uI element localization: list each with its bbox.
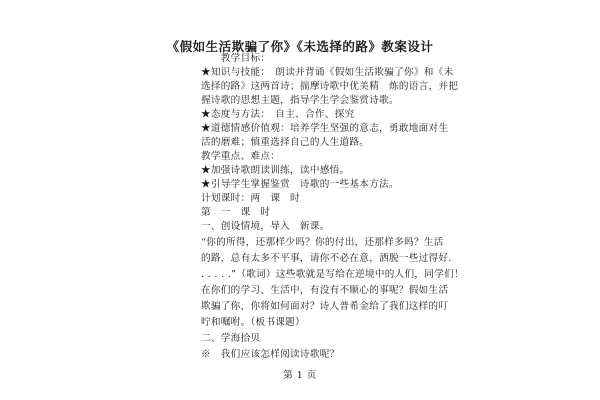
document-title: 《假如生活欺骗了你》《未选择的路》教案设计: [166, 39, 434, 54]
page-number: 第 1 页: [283, 370, 317, 381]
body-line: “你的所得，还那样少吗？你的付出，还那样多吗？生活: [201, 237, 444, 248]
body-line: 在你们的学习、生活中，有没有不顺心的事呢？假如生活: [201, 285, 449, 296]
key-points-heading: 教学重点、难点：: [201, 151, 281, 162]
body-line: ★道德情感价值观：培养学生坚强的意志，勇敢地面对生: [201, 123, 449, 134]
lesson-heading: 第 一 课 时: [201, 207, 271, 218]
body-line: 咛和嘱咐。（板书课题）: [201, 317, 306, 328]
planned-hours: 计划课时：两 课 时: [201, 193, 300, 204]
section-heading: 一、创设情境，导入 新课。: [201, 221, 330, 232]
body-line: 的路，总有太多不平事，请你不必在意，洒脱一些过得好.: [201, 253, 452, 264]
section-heading: 二、学海拾贝: [201, 333, 261, 344]
body-line: ★加强诗歌朗读训练，读中感悟。: [201, 165, 350, 176]
body-line: 欺骗了你，你将如何面对？诗人普希金给了我们这样的叮: [201, 301, 449, 312]
body-line: 选择的路》这两首诗；揣摩诗歌中优美精 炼的语言，并把: [201, 81, 459, 92]
body-line: ★态度与方法： 自主、合作、探究: [201, 109, 355, 120]
body-line: . . . . .”（歌词）这些歌就是写给在逆境中的人们，同学们！: [201, 269, 464, 280]
body-line: 握诗歌的思想主题，指导学生学会鉴赏诗歌。: [201, 95, 399, 106]
objectives-heading: 教学目标：: [201, 53, 271, 64]
body-line: 活的磨难；慎重选择自己的人生道路。: [201, 137, 370, 148]
body-line: ★知识与技能： 朗读并背诵《假如生活欺骗了你》和《未: [201, 67, 454, 78]
body-line: ※ 我们应该怎样阅读诗歌呢？: [201, 349, 340, 360]
body-line: ★引导学生掌握鉴赏 诗歌的一些基本方法。: [201, 179, 399, 190]
